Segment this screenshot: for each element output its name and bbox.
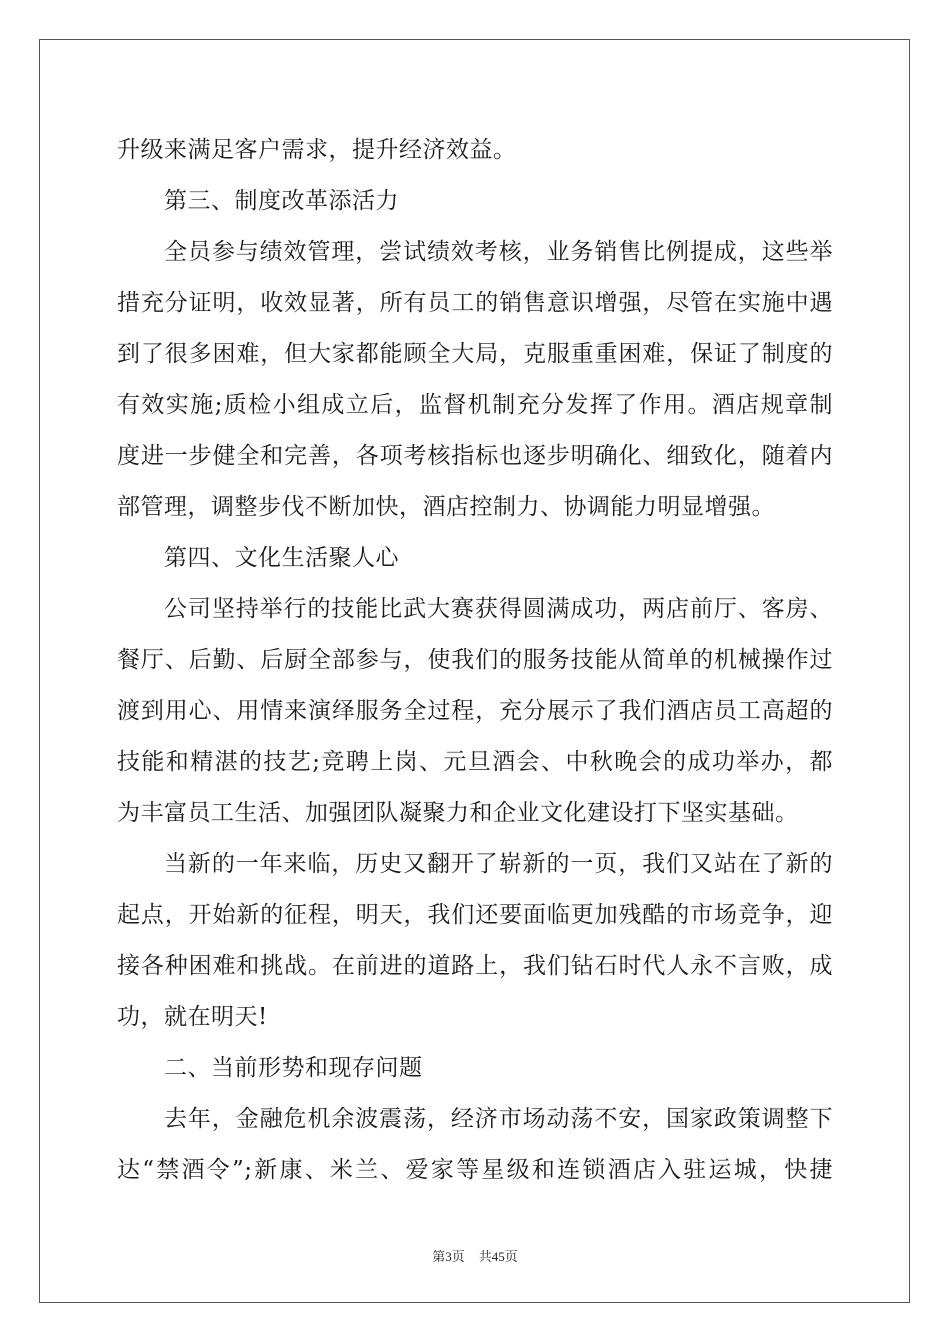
- text-line: 当新的一年来临，历史又翻开了崭新的一页，我们又站在了新的: [164, 851, 833, 877]
- text-line: 功，就在明天!: [117, 1004, 268, 1030]
- text-line: 起点，开始新的征程，明天，我们还要面临更加残酷的市场竞争，迎: [117, 902, 833, 928]
- document-body: [117, 127, 833, 1198]
- text-line: 去年，金融危机余波震荡，经济市场动荡不安，国家政策调整下: [164, 1106, 833, 1132]
- page-footer: [0, 1246, 950, 1265]
- page-number: 第3页: [432, 1249, 465, 1264]
- text-line: 技能和精湛的技艺;竞聘上岗、元旦酒会、中秋晚会的成功举办，都: [117, 749, 833, 775]
- text-line: 渡到用心、用情来演绎服务全过程，充分展示了我们酒店员工高超的: [117, 698, 833, 724]
- page-total: 共45页: [478, 1249, 518, 1264]
- text-line: 措充分证明，收效显著，所有员工的销售意识增强，尽管在实施中遇: [117, 290, 833, 316]
- text-line: 达“禁酒令”;新康、米兰、爱家等星级和连锁酒店入驻运城，快捷: [117, 1157, 833, 1183]
- text-line: 为丰富员工生活、加强团队凝聚力和企业文化建设打下坚实基础。: [117, 800, 799, 826]
- text-line: 第三、制度改革添活力: [164, 188, 399, 214]
- text-line: 部管理，调整步伐不断加快，酒店控制力、协调能力明显增强。: [117, 494, 775, 520]
- text-line: 第四、文化生活聚人心: [164, 545, 399, 571]
- text-line: 公司坚持举行的技能比武大赛获得圆满成功，两店前厅、客房、: [164, 596, 833, 622]
- text-line: 接各种困难和挑战。在前进的道路上，我们钻石时代人永不言败，成: [117, 953, 833, 979]
- text-line: 二、当前形势和现存问题: [164, 1055, 423, 1081]
- text-line: 到了很多困难，但大家都能顾全大局，克服重重困难，保证了制度的: [117, 341, 833, 367]
- text-line: 餐厅、后勤、后厨全部参与，使我们的服务技能从简单的机械操作过: [117, 647, 833, 673]
- text-line: 度进一步健全和完善，各项考核指标也逐步明确化、细致化，随着内: [117, 443, 833, 469]
- text-line: 有效实施;质检小组成立后，监督机制充分发挥了作用。酒店规章制: [117, 392, 833, 418]
- text-line: 全员参与绩效管理，尝试绩效考核，业务销售比例提成，这些举: [164, 239, 833, 265]
- text-line: 升级来满足客户需求，提升经济效益。: [117, 137, 517, 163]
